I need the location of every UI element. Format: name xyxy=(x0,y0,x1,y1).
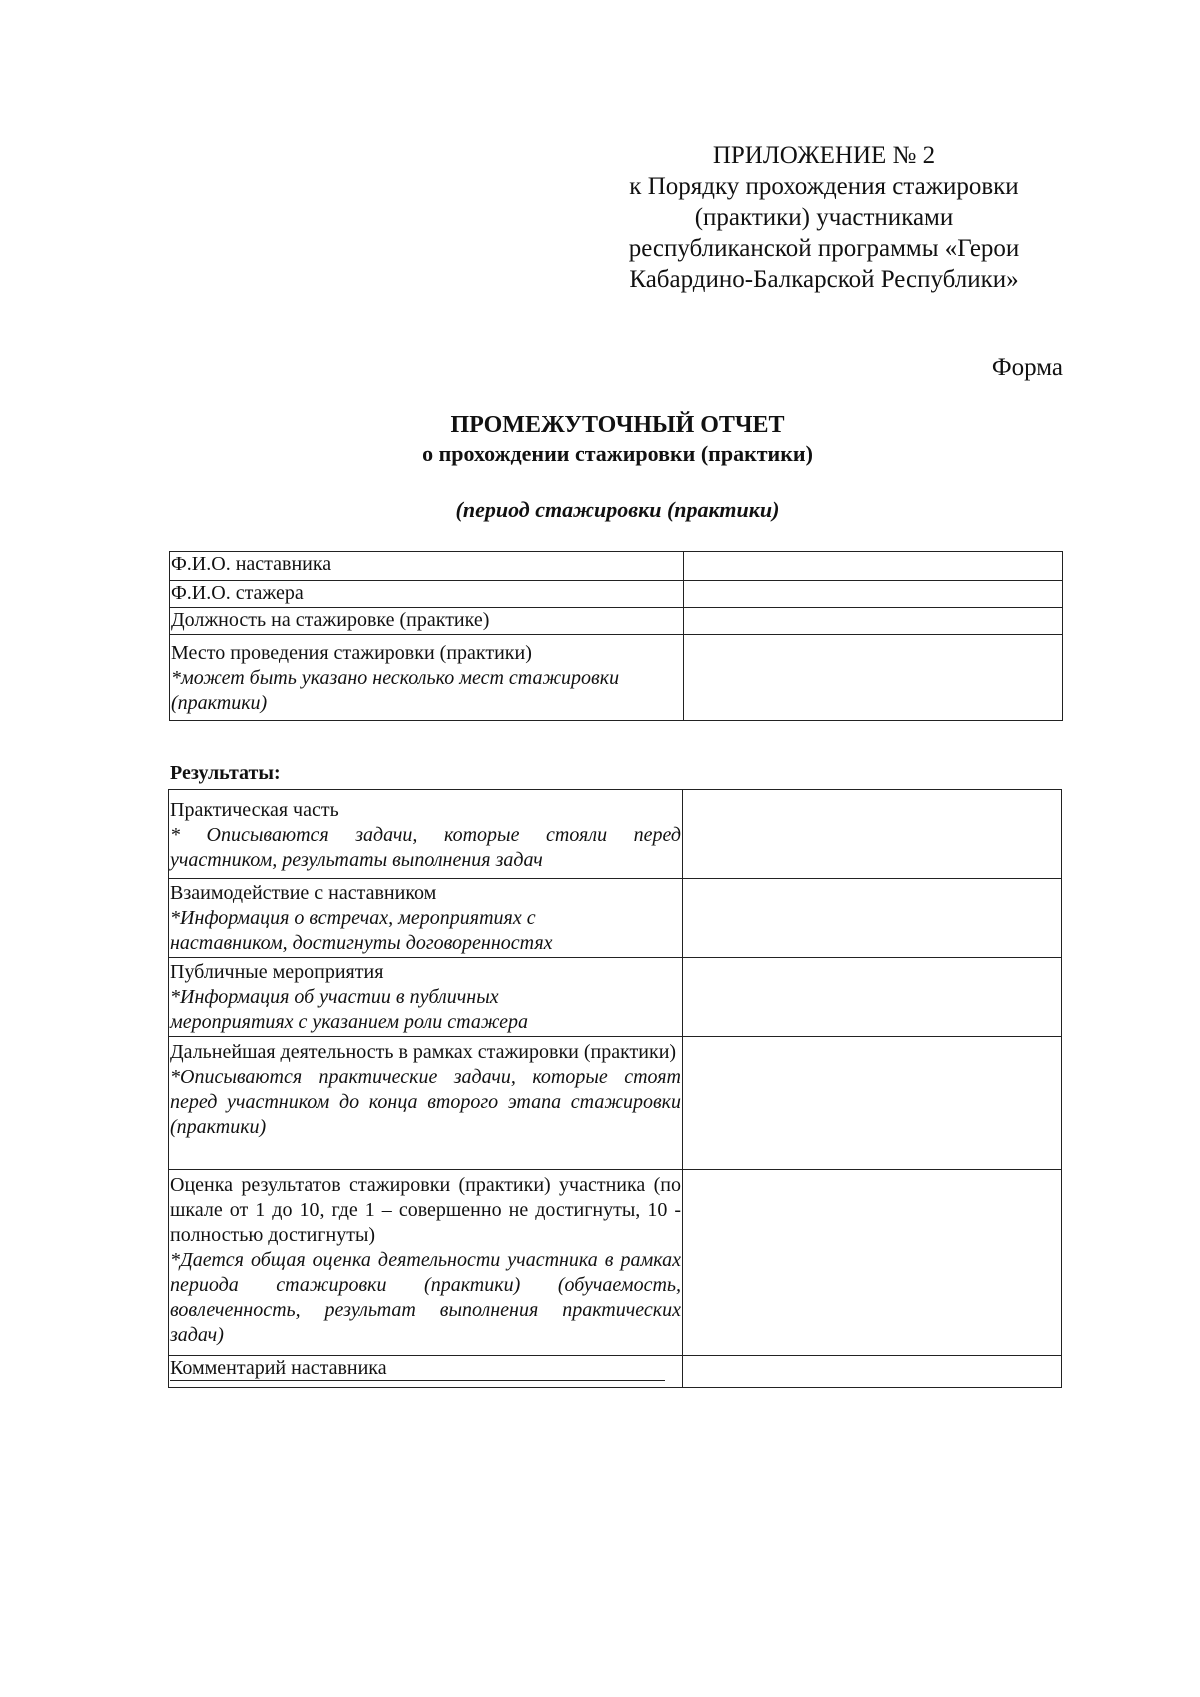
position-label: Должность на стажировке (практике) xyxy=(170,608,684,635)
appendix-number: ПРИЛОЖЕНИЕ № 2 xyxy=(712,142,936,169)
mentor-interaction-cell xyxy=(169,879,683,958)
mentor-comment-cell xyxy=(169,1356,683,1388)
table-row xyxy=(169,790,1062,879)
further-activity-field[interactable] xyxy=(683,1037,1062,1170)
location-cell xyxy=(170,635,684,721)
practical-part-label: Практическая часть xyxy=(170,799,339,821)
table-row xyxy=(170,581,1063,608)
appendix-line: к Порядку прохождения стажировки xyxy=(629,173,1019,200)
evaluation-cell xyxy=(169,1170,683,1356)
mentor-comment-field[interactable] xyxy=(683,1356,1062,1388)
table-row xyxy=(169,1170,1062,1356)
location-hint: *может быть указано несколько мест стажировки (практики) xyxy=(171,667,620,714)
info-table xyxy=(169,551,1063,721)
report-subtitle: о прохождении стажировки (практики) xyxy=(422,441,813,466)
table-row xyxy=(169,958,1062,1037)
trainee-name-label: Ф.И.О. стажера xyxy=(170,581,684,608)
table-row xyxy=(169,1037,1062,1170)
public-events-field[interactable] xyxy=(683,958,1062,1037)
table-row xyxy=(170,635,1063,721)
table-row xyxy=(170,552,1063,581)
appendix-line: (практики) участниками xyxy=(694,204,954,231)
further-activity-hint: *Описываются практические задачи, которые стоят перед участником до конца второго этапа стажировки (практики) xyxy=(170,1066,681,1138)
public-events-hint: *Информация об участии в публичных мероприятиях с указанием роли стажера xyxy=(170,986,529,1033)
trainee-name-field[interactable] xyxy=(684,581,1063,608)
evaluation-label: Оценка результатов стажировки (практики) участника (по шкале от 1 до 10, где 1 – совершенно не достигнуты, 10 - полностью достигнуты) xyxy=(170,1174,681,1246)
practical-part-field[interactable] xyxy=(683,790,1062,879)
practical-part-cell xyxy=(169,790,683,879)
location-field[interactable] xyxy=(684,635,1063,721)
mentor-comment-label: Комментарий наставника xyxy=(170,1356,665,1381)
public-events-cell xyxy=(169,958,683,1037)
table-row xyxy=(169,1356,1062,1388)
evaluation-hint: *Дается общая оценка деятельности участника в рамках периода стажировки (практики) (обучаемость, вовлеченность, результат выполнения практических задач) xyxy=(170,1249,681,1346)
further-activity-cell xyxy=(169,1037,683,1170)
report-title: ПРОМЕЖУТОЧНЫЙ ОТЧЕТ xyxy=(450,412,785,438)
further-activity-label: Дальнейшая деятельность в рамках стажировки (практики) xyxy=(170,1041,677,1063)
practical-part-hint: * Описываются задачи, которые стояли перед участником, результаты выполнения задач xyxy=(170,824,681,871)
results-heading: Результаты: xyxy=(170,762,281,784)
mentor-interaction-field[interactable] xyxy=(683,879,1062,958)
location-label: Место проведения стажировки (практики) xyxy=(171,642,532,664)
evaluation-field[interactable] xyxy=(683,1170,1062,1356)
form-label: Форма xyxy=(991,354,1063,381)
appendix-line: Кабардино-Балкарской Республики» xyxy=(629,266,1019,293)
public-events-label: Публичные мероприятия xyxy=(170,961,384,983)
mentor-interaction-label: Взаимодействие с наставником xyxy=(170,882,437,904)
mentor-name-field[interactable] xyxy=(684,552,1063,581)
table-row xyxy=(169,879,1062,958)
appendix-line: республиканской программы «Герои xyxy=(628,235,1020,262)
mentor-name-label: Ф.И.О. наставника xyxy=(170,552,684,581)
mentor-interaction-hint: *Информация о встречах, мероприятиях с наставником, достигнуты договоренностях xyxy=(170,907,553,954)
appendix-header xyxy=(600,140,1048,295)
table-row xyxy=(170,608,1063,635)
report-period: (период стажировки (практики) xyxy=(455,497,780,522)
position-field[interactable] xyxy=(684,608,1063,635)
results-table xyxy=(168,789,1062,1388)
